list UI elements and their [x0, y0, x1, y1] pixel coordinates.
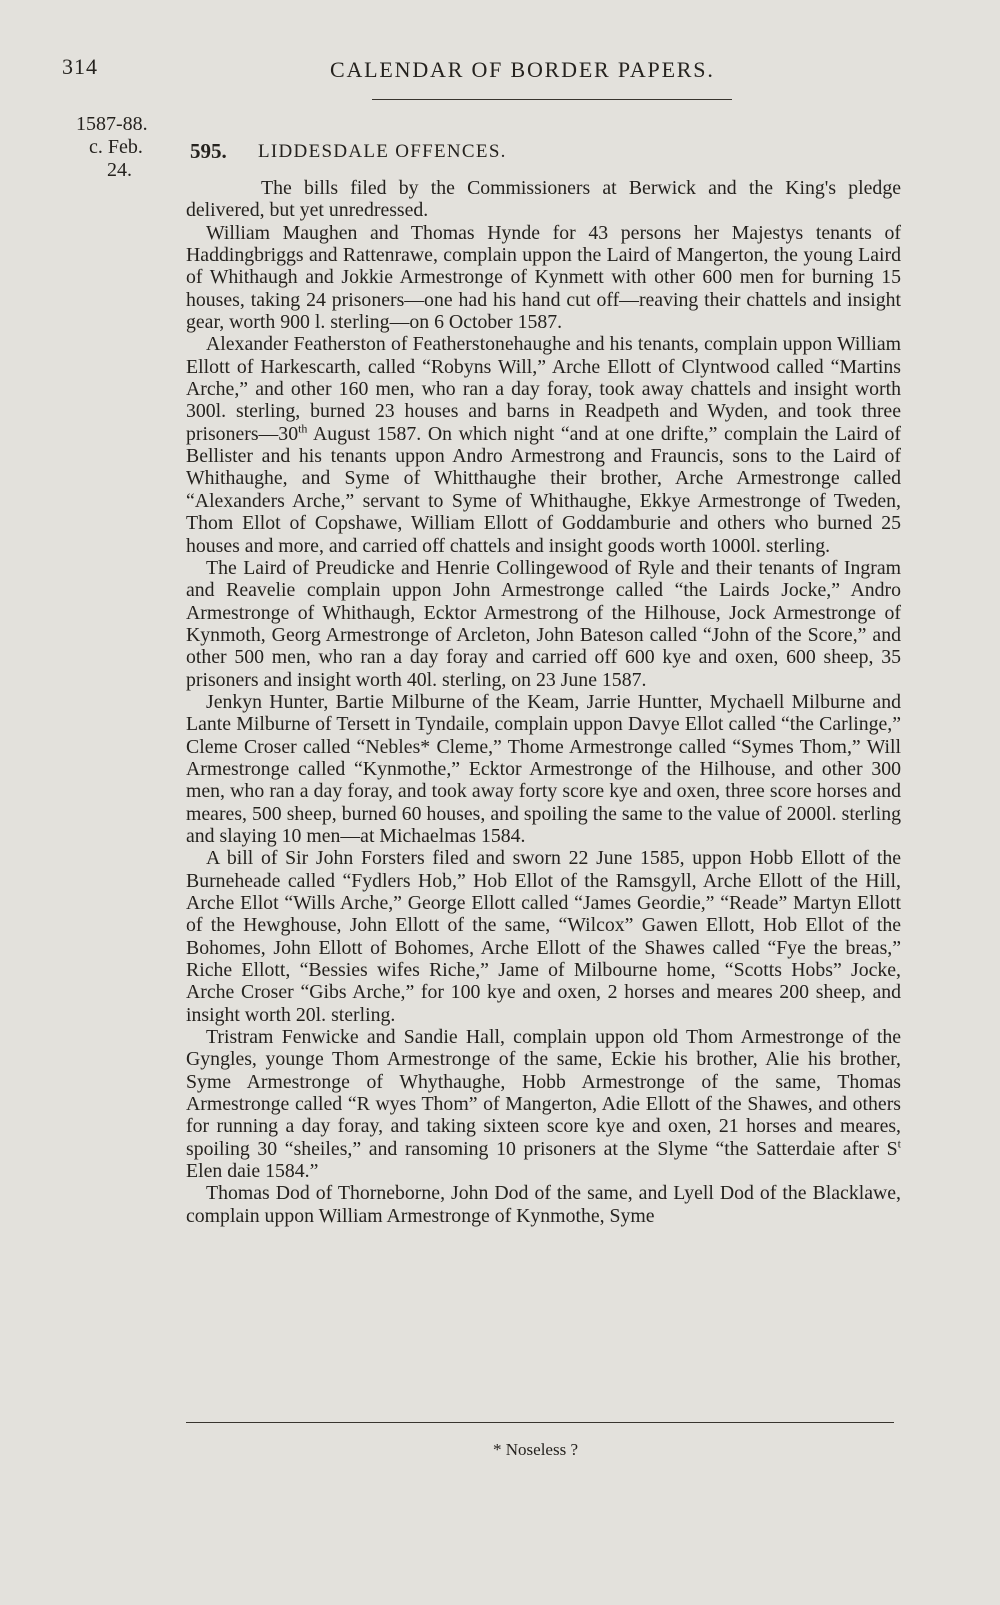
paragraph-fenwicke-tail: Elen daie 1584.”	[186, 1160, 319, 1183]
paragraph-featherston-tail: August 1587. On which night “and at one drifte,” complain the Laird of Bellister and his tenants uppon Andro Armestrong and Frauncis, sons to the Laird of Whithaughe, and Syme of Whitthaughe their brother, Arche Armestronge called “Alexanders Arche,” servant to Syme of Whithaughe, Ekkye Armestronge of Tweden, Thom Ellot of Copshawe, William Ellott of Goddamburie and others who burned 25 houses and more, and carried off chattels and insight goods worth 1000l. sterling.	[186, 422, 901, 557]
title-rule	[372, 99, 732, 100]
running-title: CALENDAR OF BORDER PAPERS.	[330, 57, 715, 82]
paragraph-featherston-text: Alexander Featherston of Featherstonehaughe and his tenants, complain uppon William Ellott of Harkescarth, called “Robyns Will,” Arche Ellott of Clyntwood called “Martins Arche,” and other 160 men, who ran a day foray, took away chattels and insight worth 300l. sterling, burned 23 houses and barns in Readpeth and Wyden, and took three prisoners—30	[186, 333, 901, 445]
paragraph-huntter: Jenkyn Hunter, Bartie Milburne of the Keam, Jarrie Huntter, Mychaell Milburne and Lante Milburne of Tersett in Tyndaile, complain uppon Davye Ellot called “the Carlinge,” Cleme Croser called “Nebles* Cleme,” Thome Armestronge called “Symes Thom,” Will Armestronge called “Kynmothe,” Ecktor Armestronge of the Hilhouse, and other 300 men, who ran a day foray, and took away forty score kye and oxen, three score horses and meares, 500 sheep, burned 60 houses, and spoiling the same to the value of 2000l. sterling and slaying 10 men—at Michaelmas 1584.	[186, 690, 901, 847]
paragraph-preudicke: The Laird of Preudicke and Henrie Collingewood of Ryle and their tenants of Ingram and Reavelie complain uppon John Armestronge called “the Lairds Jocke,” Andro Armestronge of Whithaugh, Ecktor Armestrong of the Hilhouse, Jock Armestronge of Kynmoth, Georg Armestronge of Arcleton, John Bateson called “John of the Score,” and other 500 men, who ran a day foray and carried off 600 kye and oxen, 600 sheep, 35 prisoners and insight worth 40l. sterling, on 23 June 1587.	[186, 556, 901, 691]
entry-number: 595.	[190, 139, 227, 163]
paragraph-featherston	[186, 333, 901, 556]
entry-title: LIDDESDALE OFFENCES.	[258, 141, 507, 162]
paragraph-fenwicke-text: Tristram Fenwicke and Sandie Hall, complain uppon old Thom Armestronge of the Gyngles, younge Thom Armestronge of the same, Eckie his brother, Alie his brother, Syme Armestronge of Whythaughe, Hobb Armestronge of the same, Thomas Armestronge called “R wyes Thom” of Mangerton, Adie Ellott of the Shawes, and others for running a day foray, and taking sixteen score kye and oxen, 21 horses and meares, spoiling 30 “sheiles,” and ransoming 10 prisoners at the Slyme “the Satterdaie after S	[186, 1026, 901, 1160]
page-number: 314	[62, 54, 98, 79]
superscript-th: th	[298, 421, 308, 436]
entry-body	[186, 177, 901, 1227]
margin-day: 24.	[107, 159, 132, 181]
margin-year: 1587-88.	[76, 113, 148, 135]
margin-month: c. Feb.	[89, 136, 143, 158]
paragraph-intro: The bills filed by the Commissioners at Berwick and the King's pledge delivered, but yet unredressed.	[186, 177, 901, 222]
paragraph-dod: Thomas Dod of Thorneborne, John Dod of the same, and Lyell Dod of the Blacklawe, complain uppon William Armestronge of Kynmothe, Syme	[186, 1182, 901, 1227]
superscript-t: t	[897, 1136, 901, 1151]
paragraph-forster: A bill of Sir John Forsters filed and sworn 22 June 1585, uppon Hobb Ellott of the Burneheade called “Fydlers Hob,” Hob Ellot of the Ramsgyll, Arche Ellott of the Hill, Arche Ellot “Wills Arche,” George Ellott called “James Geordie,” “Reade” Martyn Ellott of the Hewghouse, John Ellott of the same, “Wilcox” Gawen Ellott, Hob Ellot of the Bohomes, John Ellott of Bohomes, Arche Ellott of the Shawes called “Fye the breas,” Riche Ellott, “Bessies wifes Riche,” Jame of Milbourne home, “Scotts Hobs” Jocke, Arche Croser “Gibs Arche,” for 100 kye and oxen, 2 horses and meares 200 sheep, and insight worth 20l. sterling.	[186, 847, 901, 1026]
footnote: * Noseless ?	[493, 1440, 578, 1459]
paragraph-fenwicke	[186, 1026, 901, 1182]
footnote-rule	[186, 1422, 894, 1423]
margin-date	[76, 113, 148, 182]
paragraph-maughen: William Maughen and Thomas Hynde for 43 persons her Majestys tenants of Haddingbriggs and Rattenrawe, complain uppon the Laird of Mangerton, the young Laird of Whithaugh and Jokkie Armestronge of Kynmett with other 600 men for burning 15 houses, taking 24 prisoners—one had his hand cut off—reaving their chattels and insight gear, worth 900 l. sterling—on 6 October 1587.	[186, 221, 901, 334]
